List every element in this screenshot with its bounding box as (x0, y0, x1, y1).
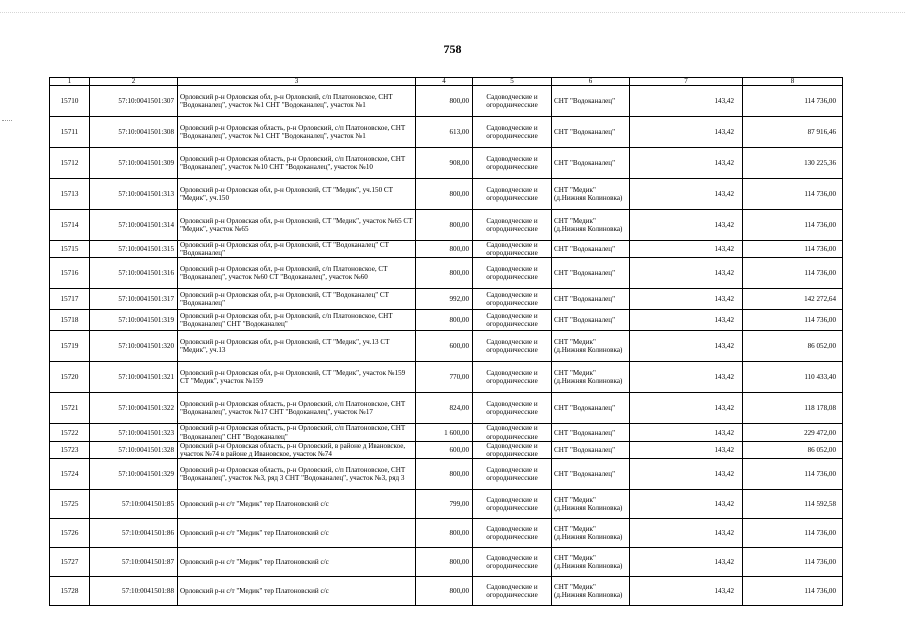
cadastral-number: 57:10:0041501:314 (90, 210, 178, 241)
table-row (50, 210, 843, 241)
cadastral-number: 57:10:0041501:329 (90, 459, 178, 490)
row-number: 15716 (50, 258, 90, 289)
table-row (50, 459, 843, 490)
row-number: 15718 (50, 310, 90, 331)
row-number: 15728 (50, 577, 90, 606)
area: 800,00 (416, 459, 473, 490)
snt-name: СНТ "Водоканалец" (552, 393, 630, 424)
cadastral-value: 114 736,00 (743, 577, 843, 606)
cadastral-value: 114 736,00 (743, 459, 843, 490)
address: Орловский р-н Орловская область, р-н Орловский, с/п Платоновское, СНТ "Водоканалец", участок №10 СНТ "Водоканалец", участок №10 (178, 148, 416, 179)
cadastral-value: 114 592,58 (743, 490, 843, 519)
row-number: 15727 (50, 548, 90, 577)
land-use: Садоводческие и огородничесские (473, 519, 552, 548)
cadastral-number: 57:10:0041501:309 (90, 148, 178, 179)
land-use: Садоводческие и огородничесские (473, 258, 552, 289)
row-number: 15721 (50, 393, 90, 424)
area: 800,00 (416, 258, 473, 289)
cadastral-value: 114 736,00 (743, 548, 843, 577)
land-use: Садоводческие и огородничесские (473, 148, 552, 179)
land-use: Садоводческие и огородничесские (473, 441, 552, 458)
table-row (50, 117, 843, 148)
cadastral-value: 114 736,00 (743, 258, 843, 289)
column-number-row (50, 78, 843, 86)
area: 992,00 (416, 289, 473, 310)
area: 800,00 (416, 179, 473, 210)
cadastral-number: 57:10:0041501:307 (90, 86, 178, 117)
table-row (50, 331, 843, 362)
land-use: Садоводческие и огородничесские (473, 577, 552, 606)
table-row (50, 289, 843, 310)
land-use: Садоводческие и огородничесские (473, 179, 552, 210)
row-number: 15726 (50, 519, 90, 548)
unit-rate: 143,42 (630, 441, 743, 458)
cadastral-value: 114 736,00 (743, 179, 843, 210)
column-header: 5 (473, 78, 552, 86)
address: Орловский р-н Орловская обл, р-н Орловский, СТ "Медик", уч.13 СТ "Медик", уч.13 (178, 331, 416, 362)
area: 800,00 (416, 210, 473, 241)
land-use: Садоводческие и огородничесские (473, 548, 552, 577)
cadastral-value: 118 178,08 (743, 393, 843, 424)
address: Орловский р-н с/т "Медик" тер Платоновский с/с (178, 490, 416, 519)
cadastral-number: 57:10:0041501:328 (90, 441, 178, 458)
address: Орловский р-н Орловская область, р-н Орловский, с/п Платоновское, СНТ "Водоканалец", участок №3, ряд 3 СНТ "Водоканалец", участок №3, ряд 3 (178, 459, 416, 490)
area: 613,00 (416, 117, 473, 148)
address: Орловский р-н Орловская область, р-н Орловский, с/п Платоновское, СНТ "Водоканалец", участок №1 СНТ "Водоканалец", участок №1 (178, 117, 416, 148)
area: 800,00 (416, 548, 473, 577)
land-use: Садоводческие и огородничесские (473, 393, 552, 424)
area: 800,00 (416, 310, 473, 331)
cadastral-number: 57:10:0041501:317 (90, 289, 178, 310)
unit-rate: 143,42 (630, 210, 743, 241)
unit-rate: 143,42 (630, 310, 743, 331)
row-number: 15723 (50, 441, 90, 458)
table-row (50, 424, 843, 441)
column-header: 6 (552, 78, 630, 86)
column-header: 3 (178, 78, 416, 86)
row-number: 15720 (50, 362, 90, 393)
area: 800,00 (416, 519, 473, 548)
column-header: 2 (90, 78, 178, 86)
snt-name: СНТ "Медик" (д.Нижняя Колиновка) (552, 519, 630, 548)
area: 800,00 (416, 241, 473, 258)
unit-rate: 143,42 (630, 331, 743, 362)
row-number: 15715 (50, 241, 90, 258)
area: 824,00 (416, 393, 473, 424)
unit-rate: 143,42 (630, 548, 743, 577)
unit-rate: 143,42 (630, 179, 743, 210)
address: Орловский р-н Орловская обл, р-н Орловский, с/п Платоновское, СНТ "Водоканалец", участок №1 СНТ "Водоканалец", участок №1 (178, 86, 416, 117)
cadastral-number: 57:10:0041501:88 (90, 577, 178, 606)
area: 600,00 (416, 331, 473, 362)
cadastral-number: 57:10:0041501:319 (90, 310, 178, 331)
address: Орловский р-н Орловская обл, р-н Орловский, с/п Платоновское, СНТ "Водоканалец" СНТ "Водоканалец" (178, 310, 416, 331)
unit-rate: 143,42 (630, 459, 743, 490)
cadastral-number: 57:10:0041501:308 (90, 117, 178, 148)
row-number: 15710 (50, 86, 90, 117)
cadastral-value: 114 736,00 (743, 241, 843, 258)
table-row (50, 179, 843, 210)
address: Орловский р-н Орловская обл, р-н Орловский, СТ "Медик", участок №65 СТ "Медик", участок №65 (178, 210, 416, 241)
cadastral-value: 142 272,64 (743, 289, 843, 310)
cadastral-value: 114 736,00 (743, 86, 843, 117)
cadastral-value: 86 052,00 (743, 441, 843, 458)
cadastral-value: 110 433,40 (743, 362, 843, 393)
unit-rate: 143,42 (630, 393, 743, 424)
row-number: 15725 (50, 490, 90, 519)
cadastral-value: 86 052,00 (743, 331, 843, 362)
column-header: 1 (50, 78, 90, 86)
unit-rate: 143,42 (630, 241, 743, 258)
table-row (50, 393, 843, 424)
address: Орловский р-н с/т "Медик" тер Платоновский с/с (178, 577, 416, 606)
unit-rate: 143,42 (630, 424, 743, 441)
cadastral-number: 57:10:0041501:316 (90, 258, 178, 289)
land-use: Садоводческие и огородничесские (473, 210, 552, 241)
land-use: Садоводческие и огородничесские (473, 459, 552, 490)
snt-name: СНТ "Медик" (д.Нижняя Колиновка) (552, 548, 630, 577)
land-use: Садоводческие и огородничесские (473, 241, 552, 258)
row-number: 15712 (50, 148, 90, 179)
snt-name: СНТ "Водоканалец" (552, 117, 630, 148)
land-use: Садоводческие и огородничесские (473, 331, 552, 362)
snt-name: СНТ "Водоканалец" (552, 148, 630, 179)
area: 1 600,00 (416, 424, 473, 441)
unit-rate: 143,42 (630, 519, 743, 548)
cadastral-number: 57:10:0041501:321 (90, 362, 178, 393)
row-number: 15722 (50, 424, 90, 441)
snt-name: СНТ "Водоканалец" (552, 441, 630, 458)
cadastral-value: 114 736,00 (743, 210, 843, 241)
unit-rate: 143,42 (630, 362, 743, 393)
row-number: 15713 (50, 179, 90, 210)
land-use: Садоводческие и огородничесские (473, 490, 552, 519)
cadastral-number: 57:10:0041501:323 (90, 424, 178, 441)
area: 600,00 (416, 441, 473, 458)
snt-name: СНТ "Водоканалец" (552, 258, 630, 289)
row-number: 15724 (50, 459, 90, 490)
address: Орловский р-н Орловская обл, р-н Орловский, СТ "Водоканалец" СТ "Водоканалец" (178, 289, 416, 310)
unit-rate: 143,42 (630, 86, 743, 117)
land-use: Садоводческие и огородничесские (473, 362, 552, 393)
address: Орловский р-н Орловская область, р-н Орловский, с/п Платоновское, СНТ "Водоканалец", участок №17 СНТ "Водоканалец", участок №17 (178, 393, 416, 424)
address: Орловский р-н Орловская обл, р-н Орловский, СТ "Медик", уч.150 СТ "Медик", уч.150 (178, 179, 416, 210)
area: 800,00 (416, 577, 473, 606)
table-row (50, 241, 843, 258)
address: Орловский р-н Орловская обл, р-н Орловский, с/п Платоновское, СТ "Водоканалец", участок №60 СТ "Водоканалец", участок №60 (178, 258, 416, 289)
snt-name: СНТ "Медик" (д.Нижняя Колиновка) (552, 179, 630, 210)
unit-rate: 143,42 (630, 490, 743, 519)
snt-name: СНТ "Водоканалец" (552, 424, 630, 441)
land-use: Садоводческие и огородничесские (473, 289, 552, 310)
cadastral-number: 57:10:0041501:320 (90, 331, 178, 362)
row-number: 15717 (50, 289, 90, 310)
table-row (50, 577, 843, 606)
unit-rate: 143,42 (630, 577, 743, 606)
table-row (50, 519, 843, 548)
snt-name: СНТ "Водоканалец" (552, 310, 630, 331)
table-row (50, 86, 843, 117)
cadastral-number: 57:10:0041501:87 (90, 548, 178, 577)
land-cadastral-table (49, 77, 843, 606)
table-row (50, 310, 843, 331)
cadastral-number: 57:10:0041501:85 (90, 490, 178, 519)
area: 799,00 (416, 490, 473, 519)
unit-rate: 143,42 (630, 258, 743, 289)
snt-name: СНТ "Медик" (д.Нижняя Колиновка) (552, 490, 630, 519)
scan-artifact-mark (2, 120, 12, 121)
row-number: 15719 (50, 331, 90, 362)
unit-rate: 143,42 (630, 117, 743, 148)
land-use: Садоводческие и огородничесские (473, 310, 552, 331)
area: 908,00 (416, 148, 473, 179)
address: Орловский р-н Орловская обл, р-н Орловский, СТ "Медик", участок №159 СТ "Медик", участок №159 (178, 362, 416, 393)
cadastral-number: 57:10:0041501:315 (90, 241, 178, 258)
address: Орловский р-н с/т "Медик" тер Платоновский с/с (178, 548, 416, 577)
snt-name: СНТ "Водоканалец" (552, 459, 630, 490)
page-number: 758 (443, 42, 462, 56)
snt-name: СНТ "Водоканалец" (552, 241, 630, 258)
scan-artifact-line (0, 12, 905, 19)
table-row (50, 548, 843, 577)
column-header: 7 (630, 78, 743, 86)
row-number: 15714 (50, 210, 90, 241)
cadastral-value: 130 225,36 (743, 148, 843, 179)
unit-rate: 143,42 (630, 289, 743, 310)
column-header: 4 (416, 78, 473, 86)
table-row (50, 441, 843, 458)
unit-rate: 143,42 (630, 148, 743, 179)
address: Орловский р-н с/т "Медик" тер Платоновский с/с (178, 519, 416, 548)
land-use: Садоводческие и огородничесские (473, 86, 552, 117)
cadastral-number: 57:10:0041501:86 (90, 519, 178, 548)
cadastral-value: 114 736,00 (743, 310, 843, 331)
table-row (50, 362, 843, 393)
column-header: 8 (743, 78, 843, 86)
area: 800,00 (416, 86, 473, 117)
cadastral-number: 57:10:0041501:322 (90, 393, 178, 424)
land-use: Садоводческие и огородничесские (473, 424, 552, 441)
address: Орловский р-н Орловская область, р-н Орловский, с/п Платоновское, СНТ "Водоканалец" СНТ "Водоканалец" (178, 424, 416, 441)
table-row (50, 258, 843, 289)
address: Орловский р-н Орловская обл, р-н Орловский, СТ "Водоканалец" СТ "Водоканалец" (178, 241, 416, 258)
snt-name: СНТ "Медик" (д.Нижняя Колиновка) (552, 331, 630, 362)
snt-name: СНТ "Водоканалец" (552, 86, 630, 117)
row-number: 15711 (50, 117, 90, 148)
table-row (50, 148, 843, 179)
cadastral-value: 114 736,00 (743, 519, 843, 548)
address: Орловский р-н Орловская область, р-н Орловский, в районе д Ивановское, участок №74 в районе д Ивановское, участок №74 (178, 441, 416, 458)
snt-name: СНТ "Медик" (д.Нижняя Колиновка) (552, 577, 630, 606)
land-use: Садоводческие и огородничесские (473, 117, 552, 148)
snt-name: СНТ "Медик" (д.Нижняя Колиновка) (552, 210, 630, 241)
cadastral-value: 229 472,00 (743, 424, 843, 441)
cadastral-number: 57:10:0041501:313 (90, 179, 178, 210)
area: 770,00 (416, 362, 473, 393)
snt-name: СНТ "Медик" (д.Нижняя Колиновка) (552, 362, 630, 393)
snt-name: СНТ "Водоканалец" (552, 289, 630, 310)
cadastral-value: 87 916,46 (743, 117, 843, 148)
table-row (50, 490, 843, 519)
